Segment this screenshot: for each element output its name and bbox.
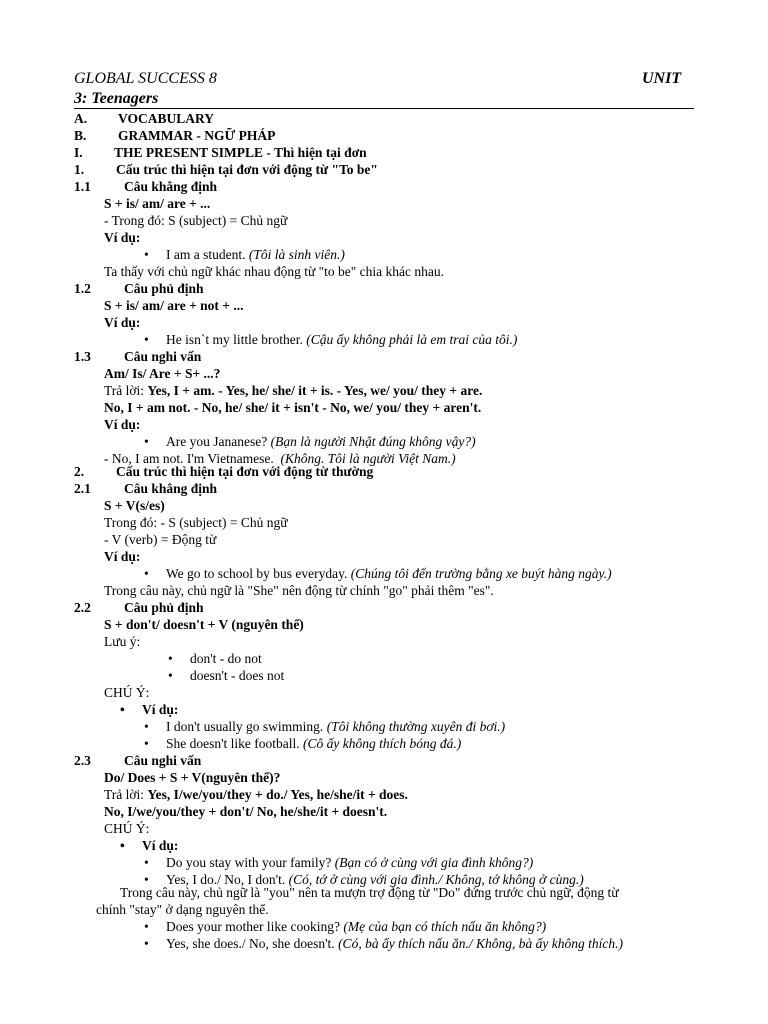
doc-title: GLOBAL SUCCESS 8: [74, 70, 217, 87]
section-1-heading: Cấu trúc thì hiện tại đơn với động từ "To be": [116, 162, 378, 177]
example-english: He isn`t my little brother.: [166, 332, 303, 347]
section-1-3-heading: Câu nghi vấn: [124, 349, 202, 364]
example-translation: (Tôi không thường xuyên đi bơi.): [326, 719, 506, 734]
contraction-item: • don't - do not: [190, 650, 262, 667]
example-english: Yes, she does./ No, she doesn't.: [166, 936, 335, 951]
example-translation: (Có, tớ ở cùng với gia đình./ Không, tớ không ở cùng.): [288, 872, 584, 887]
example-translation: (Mẹ của bạn có thích nấu ăn không?): [343, 919, 547, 934]
section-2-2-number: 2.2: [74, 600, 91, 615]
section-a-heading: VOCABULARY: [118, 111, 215, 126]
example-english: I am a student.: [166, 247, 246, 262]
example-item: [166, 433, 476, 450]
example-translation: (Có, bà ấy thích nấu ăn./ Không, bà ấy không thích.): [338, 936, 624, 951]
example-label: • Ví dụ:: [142, 837, 178, 854]
example-english: We go to school by bus everyday.: [166, 566, 348, 581]
example-item: [166, 935, 623, 952]
contraction-item: • doesn't - does not: [190, 667, 284, 684]
example-english: - No, I am not. I'm Vietnamese.: [104, 451, 274, 466]
answer-no-forms: No, I + am not. - No, he/ she/ it + isn't - No, we/ you/ they + aren't.: [104, 400, 482, 415]
answer-label: Trả lời:: [104, 787, 145, 802]
section-2-1-number: 2.1: [74, 481, 91, 496]
example-translation: (Cô ấy không thích bóng đá.): [303, 736, 462, 751]
example-item: [166, 246, 345, 263]
subject-definition: Trong đó: - S (subject) = Chủ ngữ: [104, 515, 288, 530]
formula-negative-tobe: S + is/ am/ are + not + ...: [104, 298, 244, 313]
section-2-1-heading: Câu khẳng định: [124, 481, 218, 496]
attention-label: CHÚ Ý:: [104, 685, 150, 700]
answer-line-yes: [104, 786, 408, 803]
example-english: I don't usually go swimming.: [166, 719, 324, 734]
note-text: Trong câu này, chủ ngữ là "you" nên ta mượn trợ động từ "Do" đứng trước chủ ngữ, động từ: [120, 885, 619, 900]
section-2-2-heading: Câu phủ định: [124, 600, 204, 615]
subject-definition: - Trong đó: S (subject) = Chủ ngữ: [104, 213, 288, 228]
note-text: chính "stay" ở dạng nguyên thể.: [96, 902, 269, 917]
section-2-3-number: 2.3: [74, 753, 91, 768]
note-text: Ta thấy với chủ ngữ khác nhau động từ "to be" chia khác nhau.: [104, 264, 445, 279]
example-english: Do you stay with your family?: [166, 855, 332, 870]
example-item: [166, 918, 546, 935]
example-label: Ví dụ:: [104, 549, 141, 564]
section-1-2-number: 1.2: [74, 281, 91, 296]
section-1-number: 1.: [74, 162, 85, 177]
example-english: Yes, I do./ No, I don't.: [166, 872, 286, 887]
section-i-number: I.: [74, 145, 83, 160]
section-i-heading: THE PRESENT SIMPLE - Thì hiện tại đơn: [114, 145, 367, 160]
example-translation: (Bạn có ở cùng với gia đình không?): [334, 855, 534, 870]
formula-affirmative-verb: S + V(s/es): [104, 498, 165, 513]
doc-subtitle: 3: Teenagers: [74, 90, 159, 107]
answer-yes-forms: Yes, I + am. - Yes, he/ she/ it + is. - Yes, we/ you/ they + are.: [147, 383, 483, 398]
section-1-3-number: 1.3: [74, 349, 91, 364]
formula-affirmative-tobe: S + is/ am/ are + ...: [104, 196, 211, 211]
section-b-number: B.: [74, 128, 87, 143]
example-item: [166, 565, 612, 582]
example-translation: (Chúng tôi đến trường bằng xe buýt hàng ngày.): [350, 566, 612, 581]
note-text: Trong câu này, chủ ngữ là "She" nên động từ chính "go" phải thêm "es".: [104, 583, 494, 598]
section-1-1-heading: Câu khẳng định: [124, 179, 218, 194]
example-item: [166, 718, 505, 735]
answer-label: Trả lời:: [104, 383, 145, 398]
example-item: [166, 331, 517, 348]
answer-line-yes: [104, 382, 482, 399]
example-translation: (Tôi là sinh viên.): [248, 247, 345, 262]
answer-yes-forms: Yes, I/we/you/they + do./ Yes, he/she/it + does.: [147, 787, 408, 802]
formula-question-tobe: Am/ Is/ Are + S+ ...?: [104, 366, 221, 381]
section-b-heading: GRAMMAR - NGỮ PHÁP: [118, 128, 276, 143]
example-item: [166, 854, 533, 871]
example-label: Ví dụ:: [104, 230, 141, 245]
example-item: [166, 735, 461, 752]
verb-definition: - V (verb) = Động từ: [104, 532, 217, 547]
formula-negative-verb: S + don't/ doesn't + V (nguyên thể): [104, 617, 304, 632]
section-2-3-heading: Câu nghi vấn: [124, 753, 202, 768]
example-label: • Ví dụ:: [142, 701, 178, 718]
header-rule: [74, 108, 694, 109]
doc-unit-label: UNIT: [642, 70, 682, 87]
example-translation: (Bạn là người Nhật đúng không vậy?): [270, 434, 476, 449]
section-1-1-number: 1.1: [74, 179, 91, 194]
section-2-heading: Cấu trúc thì hiện tại đơn với động từ thường: [116, 464, 374, 479]
answer-no-forms: No, I/we/you/they + don't/ No, he/she/it + doesn't.: [104, 804, 388, 819]
section-2-number: 2.: [74, 464, 85, 479]
example-label: Ví dụ:: [104, 315, 141, 330]
section-1-2-heading: Câu phủ định: [124, 281, 204, 296]
example-translation: (Không. Tôi là người Việt Nam.): [280, 451, 456, 466]
example-english: Does your mother like cooking?: [166, 919, 340, 934]
attention-label: CHÚ Ý:: [104, 821, 150, 836]
example-english: Are you Jananese?: [166, 434, 268, 449]
example-translation: (Cậu ấy không phải là em trai của tôi.): [306, 332, 518, 347]
formula-question-verb: Do/ Does + S + V(nguyên thể)?: [104, 770, 281, 785]
example-english: She doesn't like football.: [166, 736, 300, 751]
note-label: Lưu ý:: [104, 634, 141, 649]
example-label: Ví dụ:: [104, 417, 141, 432]
section-a-number: A.: [74, 111, 88, 126]
